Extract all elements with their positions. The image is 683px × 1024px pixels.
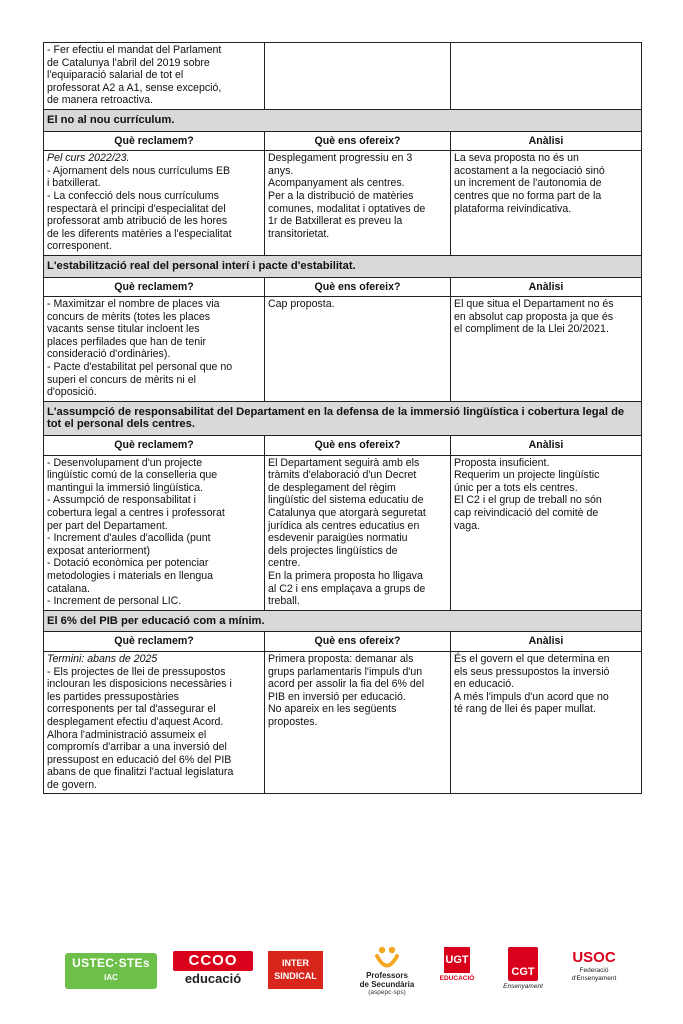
- text-line: concurs de mèrits (totes les places: [47, 310, 211, 323]
- intersindical-logo: [268, 951, 323, 989]
- text-line: les partides pressupostàries: [47, 690, 179, 703]
- cell-ofereix: [265, 455, 451, 610]
- text-line: anys.: [268, 164, 294, 177]
- cell-analisi: [451, 651, 642, 794]
- text-line: - Els projectes de llei de pressupostos: [47, 665, 226, 678]
- text-line: transitorietat.: [268, 227, 330, 240]
- professors-logo-subtext: (aspepc·sps): [368, 989, 406, 996]
- ustec-logo-subtext: IAC: [104, 973, 118, 982]
- text-line: El Departament seguirà amb els: [268, 456, 420, 469]
- text-line: lingüístic comú de la conselleria que: [47, 469, 218, 482]
- text-line: Catalunya que atorgarà seguretat: [268, 507, 426, 519]
- text-line: corresponent.: [47, 240, 112, 253]
- text-line: cobertura legal a centres i professorat: [47, 507, 225, 519]
- text-line: No apareix en les següents: [268, 703, 397, 716]
- text-line: abans de que finalitzi l'actual legislatura: [47, 766, 234, 779]
- text-line: - Desenvolupament d'un projecte: [47, 456, 203, 469]
- header-que-reclamem: Què reclamem?: [44, 131, 265, 151]
- text-line: propostes.: [268, 715, 318, 728]
- table-row: [44, 651, 642, 794]
- cell-reclamem: [44, 297, 265, 402]
- text-line: - Maximitzar el nombre de places via: [47, 298, 220, 311]
- text-line: El C2 i el grup de treball no són: [454, 494, 602, 507]
- cgt-ensenyament-logo: [501, 947, 545, 1003]
- intersindical-logo-text: INTER: [282, 958, 309, 968]
- header-analisi: Anàlisi: [451, 436, 642, 456]
- ccoo-logo-subtext: educació: [184, 971, 242, 986]
- text-line: compromís d'arribar a una inversió del: [47, 741, 227, 754]
- text-line: - Ajornament dels nous currículums EB: [47, 164, 231, 177]
- text-line: i batxillerat.: [47, 177, 101, 190]
- text-line: corresponents per tal d'assegurar el: [47, 703, 216, 716]
- text-line: de manera retroactiva.: [47, 94, 153, 107]
- text-line: metodologies i materials en llengua: [47, 569, 214, 582]
- header-analisi: Anàlisi: [451, 632, 642, 652]
- document-table: [43, 42, 642, 794]
- text-line: acostament a la negociació sinó: [454, 164, 605, 177]
- text-line: per part del Departament.: [47, 519, 168, 532]
- text-line: Alhora l'administració assumeix el: [47, 728, 207, 741]
- union-logos: [55, 945, 635, 1005]
- text-line: Cap proposta.: [268, 298, 335, 311]
- text-line: els seus pressupostos la inversió: [454, 665, 610, 678]
- text-line: mantingui la immersió lingüística.: [47, 481, 204, 494]
- table-row: [44, 455, 642, 610]
- text-line: de govern.: [47, 778, 98, 791]
- usoc-logo-subtext-2: d'Ensenyament: [571, 975, 617, 982]
- professors-secundaria-logo: [342, 945, 432, 1005]
- text-line: - Dotació econòmica per potenciar: [47, 557, 209, 570]
- ugt-logo-subtext: EDUCACIÓ: [439, 975, 475, 982]
- ccoo-educacio-logo: [173, 951, 253, 991]
- text-line: Pel curs 2022/23.: [47, 152, 130, 165]
- text-line: de desplegament del règim: [268, 481, 396, 494]
- cell-analisi: [451, 297, 642, 402]
- column-header-row: [44, 277, 642, 297]
- cell-top-ofereix: [265, 43, 451, 110]
- text-line: dels projectes lingüístics de: [268, 544, 398, 557]
- text-line: pressupost en educació del 6% del PIB: [47, 753, 232, 766]
- professors-logo-text-2: de Secundària: [359, 980, 415, 989]
- ccoo-logo-text: CCOO: [173, 951, 253, 971]
- text-line: tràmits d'elaboració d'un Decret: [268, 469, 417, 482]
- text-line: desplegament efectiu d'aquest Acord.: [47, 715, 224, 728]
- usoc-logo-text: USOC: [572, 949, 616, 966]
- text-line: professorat A2 a A1, sense excepció,: [47, 81, 222, 94]
- header-que-reclamem: Què reclamem?: [44, 436, 265, 456]
- professors-logo-text: Professors: [366, 971, 408, 980]
- cell-ofereix: [265, 297, 451, 402]
- ustec-logo-text: USTEC·STEs: [72, 956, 150, 970]
- text-line: respectarà el principi d'especialitat del: [47, 202, 226, 215]
- text-line: places perfilades que han de tenir: [47, 335, 207, 348]
- text-line: de les diferents matèries a l'especialitat: [47, 227, 232, 240]
- cgt-logo-subtext: Ensenyament: [503, 983, 543, 990]
- text-line: únic per a tots els centres.: [454, 481, 578, 494]
- text-line: d'oposició.: [47, 386, 97, 399]
- text-line: centres que no forma part de la: [454, 189, 602, 202]
- text-line: - La confecció dels nous currículums: [47, 189, 219, 202]
- text-line: Acompanyament als centres.: [268, 177, 405, 190]
- ugt-educacio-logo: [437, 947, 477, 1003]
- text-line: Termini: abans de 2025: [47, 652, 158, 665]
- header-analisi: Anàlisi: [451, 277, 642, 297]
- text-line: cap reivindicació del comitè de: [454, 507, 599, 519]
- cell-top-analisi: [451, 43, 642, 110]
- cell-reclamem: [44, 151, 265, 256]
- text-line: vaga.: [454, 519, 480, 532]
- text-line: el compliment de la Llei 20/2021.: [454, 323, 609, 336]
- text-line: vacants sense titular incloent les: [47, 323, 200, 336]
- cell-reclamem: [44, 455, 265, 610]
- professors-mark-icon: [374, 945, 400, 971]
- text-line: esdevenir paraigües normatiu: [268, 532, 408, 545]
- column-header-row: [44, 632, 642, 652]
- text-line: lingüístic del sistema educatiu de: [268, 494, 424, 507]
- header-que-ens-ofereix: Què ens ofereix?: [265, 436, 451, 456]
- text-line: - Assumpció de responsabilitat i: [47, 494, 196, 507]
- text-line: té rang de llei és paper mullat.: [454, 703, 596, 716]
- text-line: PIB en inversió per educació.: [268, 690, 406, 703]
- text-line: en absolut cap proposta ja que és: [454, 310, 614, 323]
- ugt-logo-text: UGT: [444, 947, 470, 973]
- text-line: de Catalunya l'abril del 2019 sobre: [47, 56, 210, 69]
- text-line: comunes, modalitat i optatives de: [268, 202, 426, 215]
- text-line: plataforma reivindicativa.: [454, 202, 572, 215]
- text-line: jurídica als centres educatius en: [268, 519, 420, 532]
- text-line: Per a la distribució de matèries: [268, 189, 414, 202]
- text-line: un increment de l'autonomia de: [454, 177, 602, 190]
- cell-analisi: [451, 455, 642, 610]
- text-line: És el govern el que determina en: [454, 652, 610, 665]
- column-header-row: [44, 131, 642, 151]
- text-line: l'equiparació salarial de tot el: [47, 69, 184, 82]
- table-row: [44, 297, 642, 402]
- table-row: [44, 151, 642, 256]
- section-header-row: [44, 255, 642, 277]
- header-que-reclamem: Què reclamem?: [44, 632, 265, 652]
- text-line: La seva proposta no és un: [454, 152, 579, 165]
- header-analisi: Anàlisi: [451, 131, 642, 151]
- section-title: L'estabilització real del personal interí i pacte d'estabilitat.: [44, 255, 642, 277]
- header-que-ens-ofereix: Què ens ofereix?: [265, 131, 451, 151]
- text-line: - Increment de personal LIC.: [47, 595, 182, 608]
- cell-reclamem: [44, 651, 265, 794]
- text-line: El que situa el Departament no és: [454, 298, 614, 311]
- section-title: El 6% del PIB per educació com a mínim.: [44, 610, 642, 632]
- text-line: Desplegament progressiu en 3: [268, 152, 413, 165]
- text-line: consideració d'ordinàries).: [47, 348, 171, 361]
- usoc-logo-subtext: Federació: [579, 967, 609, 974]
- text-line: al C2 i ens emplaçava a grups de: [268, 582, 426, 595]
- cell-top-reclamem: [44, 43, 265, 110]
- text-line: - Increment d'aules d'acollida (punt: [47, 532, 211, 545]
- cgt-logo-text: CGT: [508, 947, 538, 981]
- text-line: - Pacte d'estabilitat pel personal que no: [47, 361, 233, 374]
- text-line: acord per assolir la fia del 6% del: [268, 678, 425, 691]
- column-header-row: [44, 436, 642, 456]
- ustec-stes-logo: [65, 953, 157, 989]
- header-que-ens-ofereix: Què ens ofereix?: [265, 277, 451, 297]
- section-header-row: [44, 610, 642, 632]
- section-header-row: [44, 109, 642, 131]
- cell-analisi: [451, 151, 642, 256]
- cell-ofereix: [265, 651, 451, 794]
- usoc-ensenyament-logo: [555, 949, 633, 999]
- text-line: centre.: [268, 557, 301, 570]
- text-line: En la primera proposta ho lligava: [268, 569, 423, 582]
- text-line: 1r de Batxillerat es preveu la: [268, 215, 403, 228]
- text-line: catalana.: [47, 582, 90, 595]
- text-line: A més l'impuls d'un acord que no: [454, 690, 609, 703]
- text-line: Proposta insuficient.: [454, 456, 550, 469]
- text-line: inclouran les disposicions necessàries i: [47, 678, 232, 691]
- header-que-ens-ofereix: Què ens ofereix?: [265, 632, 451, 652]
- intersindical-logo-subtext: SINDICAL: [274, 971, 317, 981]
- section-title: L'assumpció de responsabilitat del Departament en la defensa de la immersió lingüística i cobertura legal de tot el personal dels centres.: [44, 401, 642, 435]
- text-line: Requerim un projecte lingüístic: [454, 469, 600, 482]
- text-line: exposat anteriorment): [47, 544, 151, 557]
- text-line: grups parlamentaris l'impuls d'un: [268, 665, 423, 678]
- text-line: treball.: [268, 595, 300, 608]
- header-que-reclamem: Què reclamem?: [44, 277, 265, 297]
- text-line: Primera proposta: demanar als: [268, 652, 414, 665]
- text-line: superi el concurs de mèrits ni el: [47, 373, 196, 386]
- section-header-row: [44, 401, 642, 435]
- text-line: - Fer efectiu el mandat del Parlament: [47, 44, 222, 56]
- table-row-top: [44, 43, 642, 110]
- text-line: professorat amb atribució de les hores: [47, 215, 228, 228]
- text-line: en educació.: [454, 678, 515, 691]
- document-table-body: [44, 43, 642, 794]
- section-title: El no al nou currículum.: [44, 109, 642, 131]
- cell-ofereix: [265, 151, 451, 256]
